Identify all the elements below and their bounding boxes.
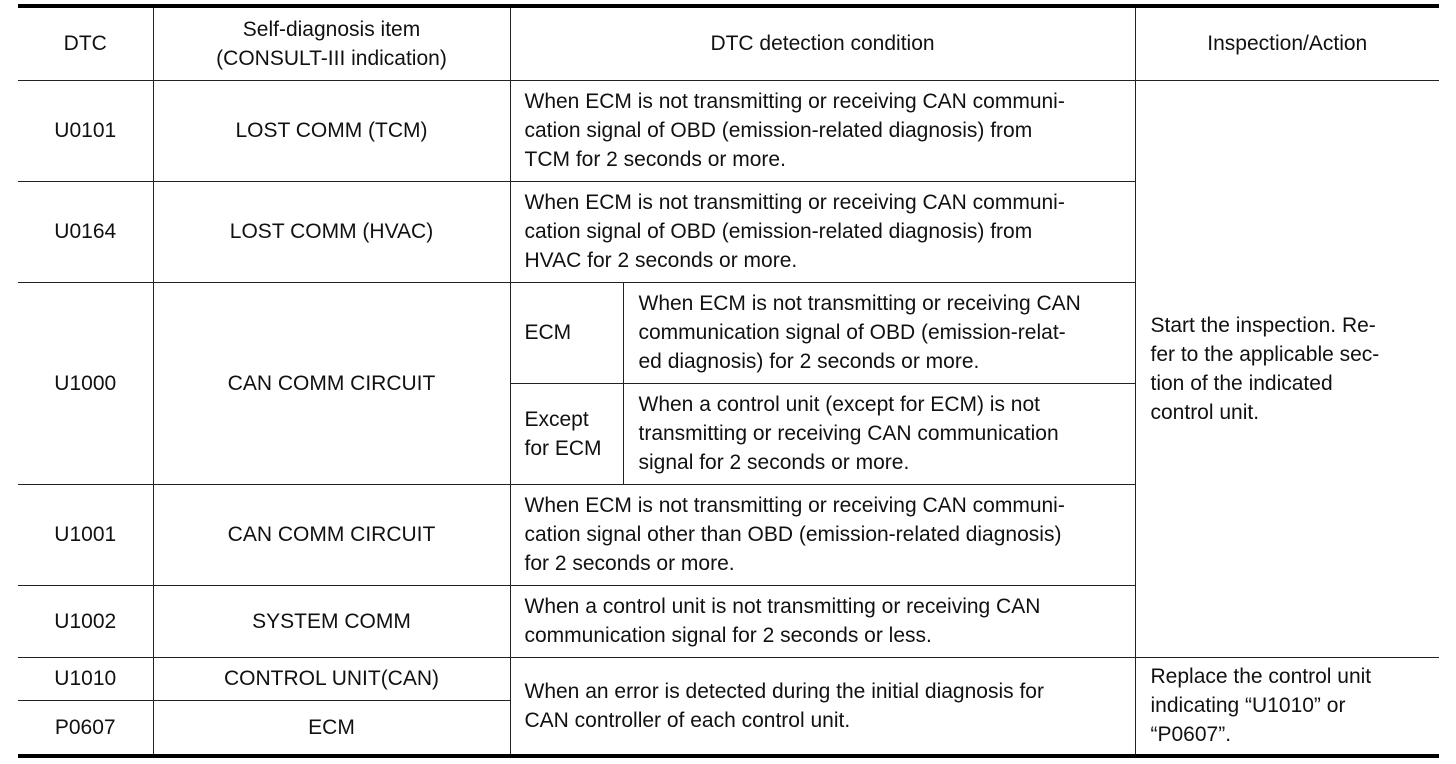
action-line: indicating “U1010” or	[1150, 694, 1346, 718]
condition-line: communication signal for 2 seconds or less.	[524, 624, 932, 647]
dtc-code: U1000	[18, 282, 153, 484]
header-self-diagnosis-item	[153, 6, 510, 80]
condition-line: for 2 seconds or more.	[524, 552, 735, 575]
condition-line: ed diagnosis) for 2 seconds or more.	[638, 350, 980, 373]
condition-line: HVAC for 2 seconds or more.	[524, 249, 798, 272]
sub-condition-label-except-ecm	[510, 383, 623, 484]
condition-line: When a control unit (except for ECM) is not	[638, 393, 1040, 416]
self-diagnosis-item: ECM	[153, 700, 510, 756]
replace-action	[1135, 657, 1439, 756]
dtc-code: U0101	[18, 80, 153, 181]
header-detection-condition: DTC detection condition	[510, 6, 1135, 80]
condition-line: When ECM is not transmitting or receiving CAN	[638, 292, 1081, 315]
dtc-code: U1001	[18, 484, 153, 585]
condition-line: When ECM is not transmitting or receiving CAN communi-	[524, 90, 1065, 113]
detection-condition	[510, 484, 1135, 585]
action-line: Start the inspection. Re-	[1150, 313, 1376, 337]
detection-condition	[510, 181, 1135, 282]
condition-line: TCM for 2 seconds or more.	[524, 148, 786, 171]
condition-line: When an error is detected during the initial diagnosis for	[524, 679, 1044, 703]
header-row	[18, 6, 1439, 80]
detection-condition	[623, 282, 1135, 383]
sub-label-line: for ECM	[524, 436, 602, 460]
sub-condition-label-ecm: ECM	[510, 282, 623, 383]
action-line: control unit.	[1150, 400, 1260, 424]
self-diagnosis-item: SYSTEM COMM	[153, 585, 510, 657]
action-line: tion of the indicated	[1150, 371, 1333, 395]
condition-line: cation signal of OBD (emission-related diagnosis) from	[524, 220, 1033, 243]
condition-line: transmitting or receiving CAN communication	[638, 422, 1059, 445]
dtc-table-container	[18, 4, 1439, 758]
self-diagnosis-item: LOST COMM (HVAC)	[153, 181, 510, 282]
detection-condition	[510, 80, 1135, 181]
header-dtc: DTC	[18, 6, 153, 80]
condition-line: CAN controller of each control unit.	[524, 708, 851, 732]
self-diagnosis-item: CONTROL UNIT(CAN)	[153, 657, 510, 700]
detection-condition	[510, 657, 1135, 756]
dtc-code: U0164	[18, 181, 153, 282]
action-line: Replace the control unit	[1150, 665, 1372, 689]
condition-line: communication signal of OBD (emission-relat-	[638, 321, 1066, 344]
dtc-code: U1010	[18, 657, 153, 700]
condition-line: When a control unit is not transmitting or receiving CAN	[524, 595, 1041, 618]
dtc-code: P0607	[18, 700, 153, 756]
header-item-line1: Self-diagnosis item	[242, 17, 421, 41]
self-diagnosis-item: LOST COMM (TCM)	[153, 80, 510, 181]
detection-condition	[623, 383, 1135, 484]
action-line: fer to the applicable sec-	[1150, 342, 1380, 366]
self-diagnosis-item: CAN COMM CIRCUIT	[153, 282, 510, 484]
condition-line: When ECM is not transmitting or receiving CAN communi-	[524, 191, 1065, 214]
header-item-line2: (CONSULT-III indication)	[216, 46, 447, 70]
condition-line: signal for 2 seconds or more.	[638, 451, 910, 474]
sub-label-line: Except	[524, 407, 589, 431]
self-diagnosis-item: CAN COMM CIRCUIT	[153, 484, 510, 585]
table-row-u0101	[18, 80, 1439, 181]
table-row-u1010	[18, 657, 1439, 700]
condition-line: cation signal other than OBD (emission-related diagnosis)	[524, 523, 1062, 546]
header-inspection-action: Inspection/Action	[1135, 6, 1439, 80]
action-line: “P0607”.	[1150, 723, 1232, 747]
detection-condition	[510, 585, 1135, 657]
condition-line: cation signal of OBD (emission-related diagnosis) from	[524, 119, 1033, 142]
condition-line: When ECM is not transmitting or receiving CAN communi-	[524, 494, 1065, 517]
dtc-code: U1002	[18, 585, 153, 657]
dtc-table	[18, 4, 1439, 758]
inspection-action	[1135, 80, 1439, 657]
